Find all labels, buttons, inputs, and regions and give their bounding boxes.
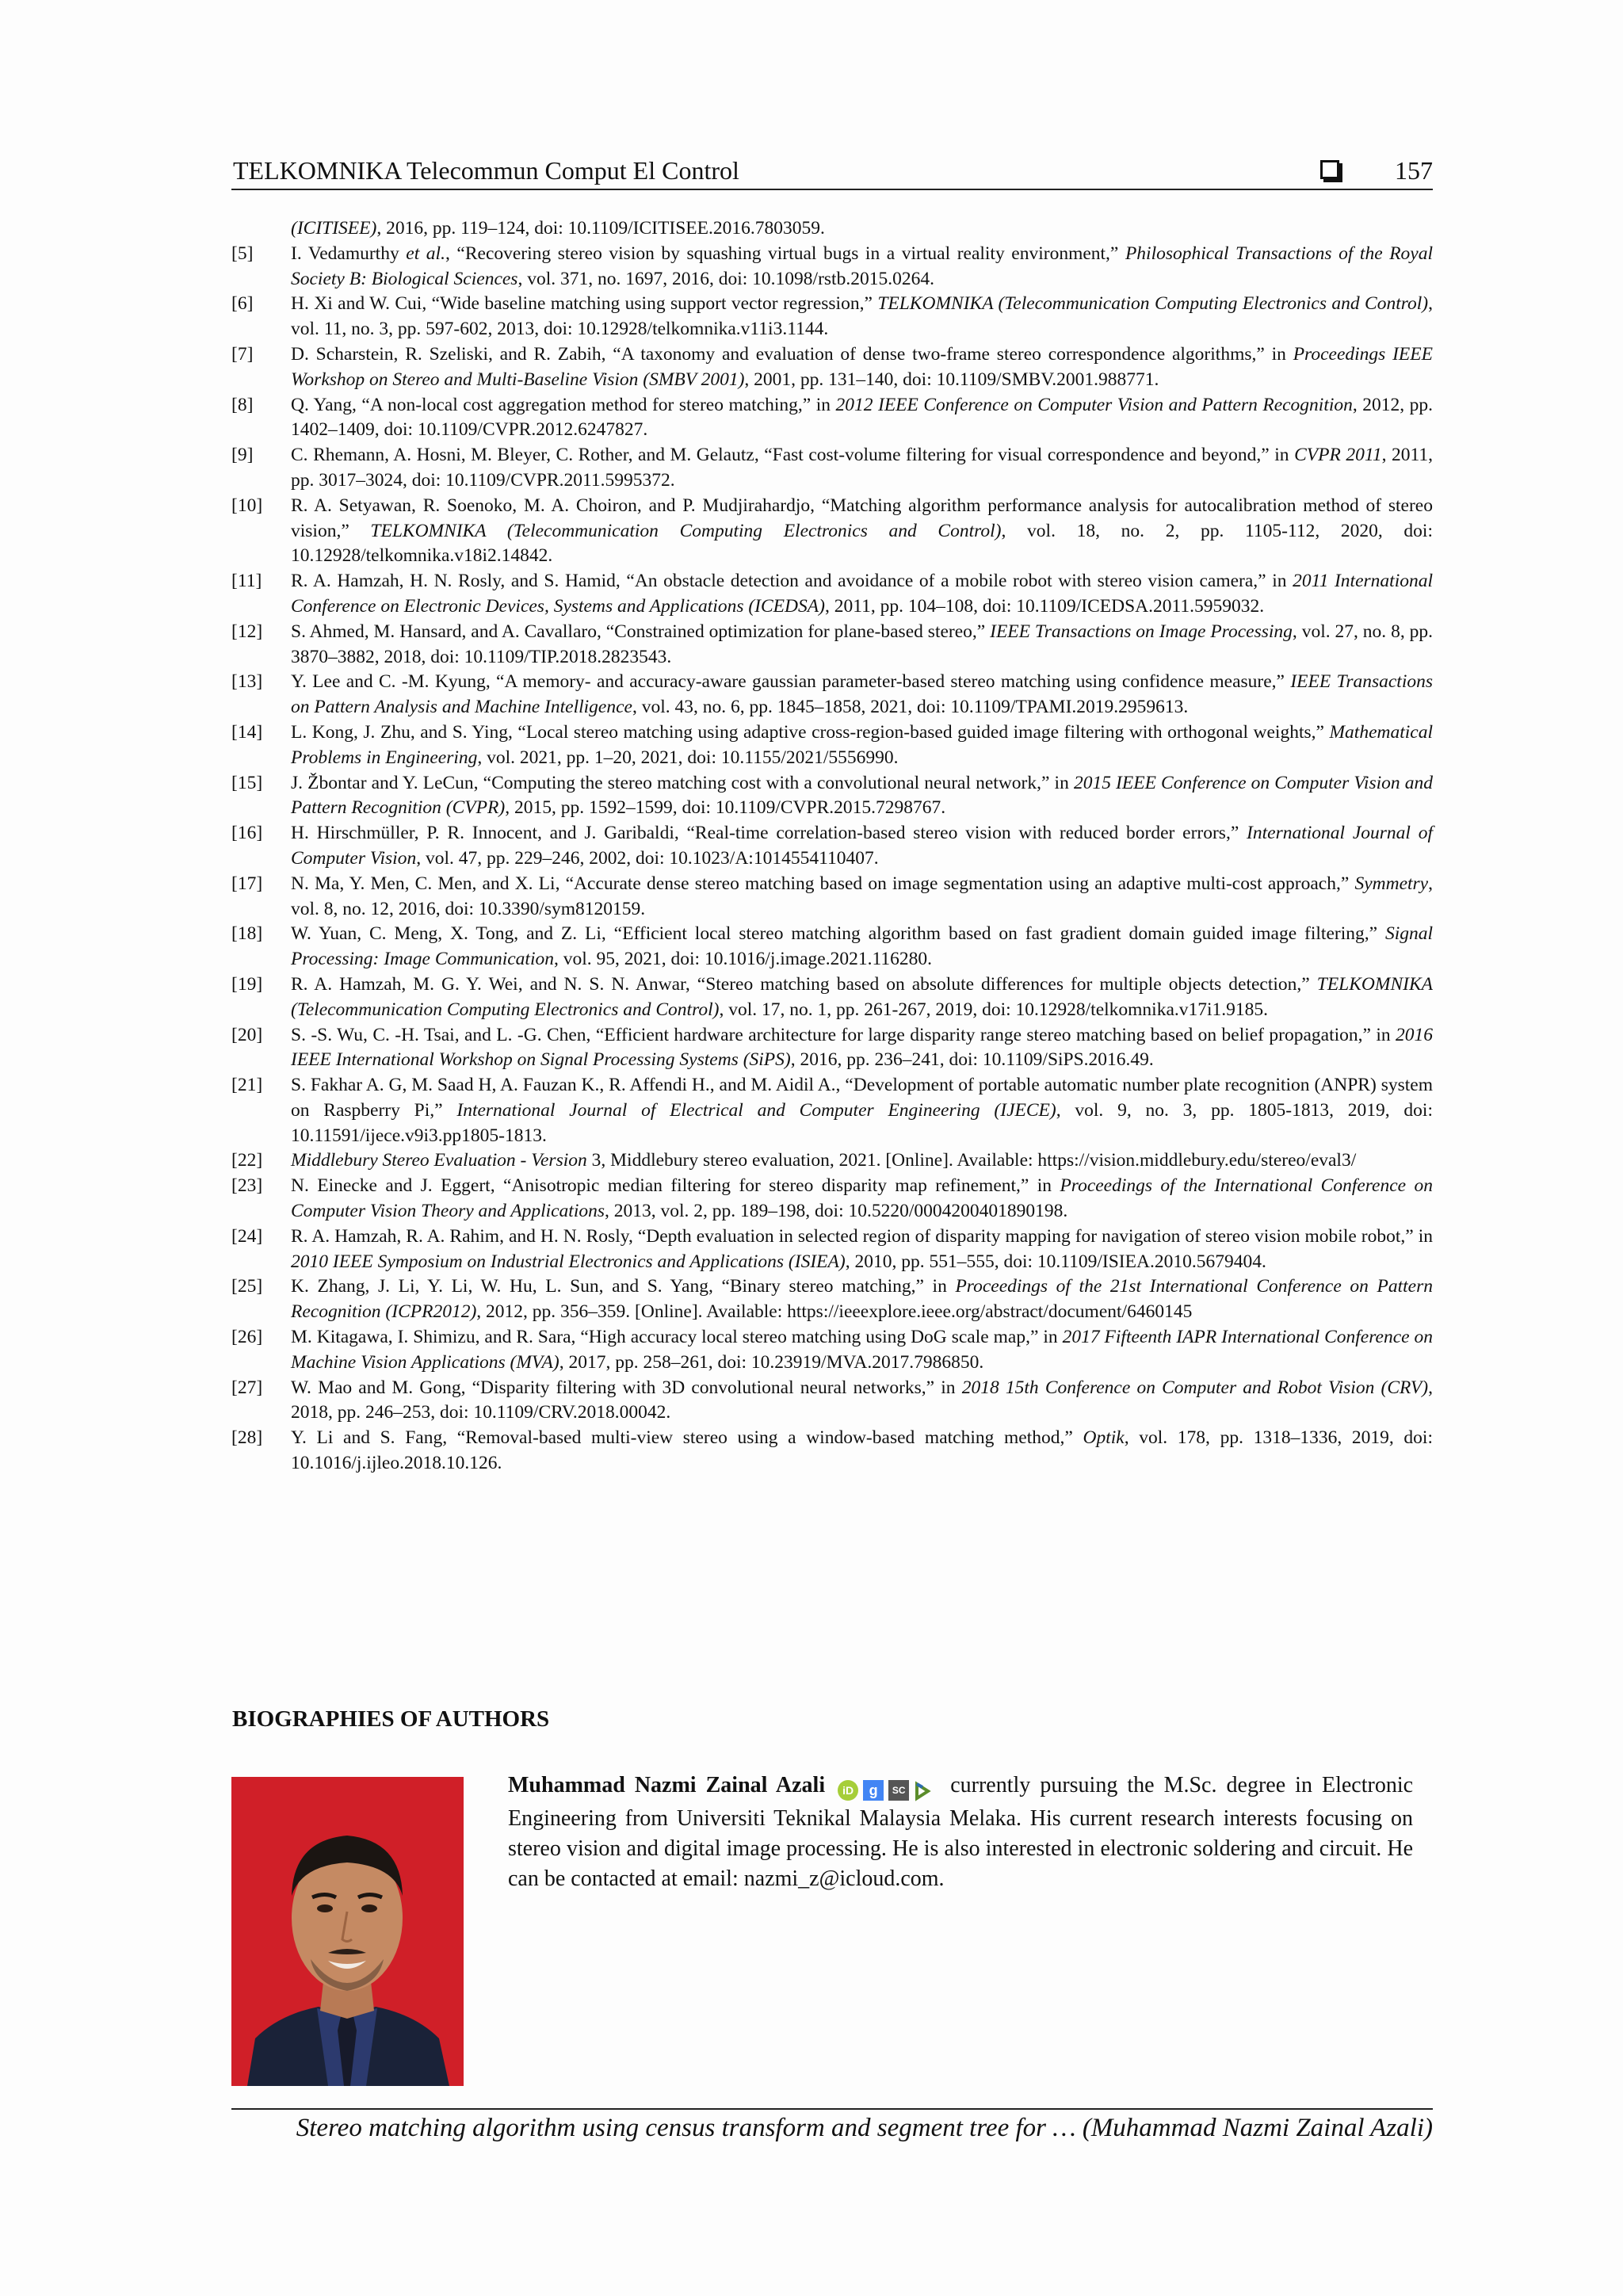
reference-item [231, 1023, 1433, 1074]
reference-text [291, 823, 1433, 869]
biographies-heading: BIOGRAPHIES OF AUTHORS [232, 1706, 550, 1732]
reference-number: [9] [231, 445, 254, 466]
reference-venue: 2017 Fifteenth IAPR International Conference on Machine Vision Applications (MVA) [291, 1327, 1433, 1373]
reference-venue: CVPR 2011 [1294, 445, 1382, 466]
reference-segment: , 2001, pp. 131–140, doi: 10.1109/SMBV.2001.988771. [744, 369, 1159, 390]
reference-item [231, 292, 1433, 342]
reference-segment: , 2016, pp. 236–241, doi: 10.1109/SiPS.2016.49. [790, 1049, 1154, 1071]
reference-venue: 2010 IEEE Symposium on Industrial Electronics and Applications (ISIEA) [291, 1251, 846, 1272]
reference-item [231, 569, 1433, 620]
reference-text [291, 1226, 1433, 1272]
reference-segment: I. Vedamurthy [291, 243, 407, 264]
reference-segment: , 2013, vol. 2, pp. 189–198, doi: 10.5220/0004200401890198. [605, 1201, 1068, 1222]
reference-segment: W. Yuan, C. Meng, X. Tong, and Z. Li, “Efficient local stereo matching algorithm based on fast gradient domain guided image filtering,” [291, 923, 1385, 945]
reference-segment: , 2012, pp. 356–359. [Online]. Available: https://ieeexplore.ieee.org/abstract/document/6460145 [476, 1301, 1193, 1323]
reference-venue: TELKOMNIKA (Telecommunication Computing Electronics and Control) [291, 973, 1433, 1020]
reference-text [291, 445, 1433, 491]
reference-text [291, 243, 1433, 289]
reference-number: [11] [231, 571, 262, 592]
reference-item [231, 1148, 1433, 1174]
reference-venue: Symmetry [1354, 873, 1429, 894]
page-header [231, 152, 1433, 190]
reference-text [291, 671, 1433, 717]
reference-segment: , vol. 2021, pp. 1–20, 2021, doi: 10.1155/2021/5556990. [477, 747, 899, 768]
running-footer: Stereo matching algorithm using census transform and segment tree for … (Muhammad Nazmi Zainal Azali) [296, 2114, 1433, 2142]
author-biography [508, 1771, 1413, 1894]
footer-rule [231, 2108, 1433, 2110]
reference-segment: , vol. 18, no. 2, pp. 1105-112, 2020, doi: 10.12928/telkomnika.v18i2.14842. [291, 520, 1433, 567]
reference-venue: et al. [406, 243, 445, 264]
reference-venue: International Journal of Electrical and Computer Engineering (IJECE) [456, 1099, 1056, 1121]
reference-number: [26] [231, 1327, 263, 1348]
reference-text [291, 923, 1433, 969]
reference-number: [19] [231, 973, 263, 995]
reference-segment: S. -S. Wu, C. -H. Tsai, and L. -G. Chen, “Efficient hardware architecture for large disparity range stereo matching based on belief propagation,” in [291, 1024, 1396, 1045]
reference-segment: K. Zhang, J. Li, Y. Li, W. Hu, L. Sun, and S. Yang, “Binary stereo matching,” in [291, 1276, 956, 1297]
reference-text [291, 1377, 1433, 1423]
reference-segment: , vol. 47, pp. 229–246, 2002, doi: 10.1023/A:1014554110407. [416, 847, 879, 869]
reference-segment: 3, Middlebury stereo evaluation, 2021. [Online]. Available: https://vision.middlebury.edu/stereo/eval3/ [586, 1150, 1357, 1171]
page-number: 157 [1395, 156, 1433, 185]
reference-segment: L. Kong, J. Zhu, and S. Ying, “Local stereo matching using adaptive cross-region-based guided image filtering with orthogonal weights,” [291, 721, 1330, 743]
reference-segment: , vol. 8, no. 12, 2016, doi: 10.3390/sym8120159. [291, 873, 1433, 919]
reference-number: [28] [231, 1427, 263, 1449]
reference-segment: , “Recovering stereo vision by squashing virtual bugs in a virtual reality environment,” [445, 243, 1125, 264]
reference-item [231, 1174, 1433, 1224]
author-name: Muhammad Nazmi Zainal Azali [508, 1773, 826, 1797]
reference-text [291, 344, 1433, 390]
author-portrait-illustration [231, 1777, 464, 2086]
reference-venue: 2016 IEEE International Workshop on Signal Processing Systems (SiPS) [291, 1024, 1433, 1071]
reference-item [231, 242, 1433, 292]
author-photo [231, 1777, 464, 2086]
reference-number: [18] [231, 923, 263, 945]
reference-segment: , 2011, pp. 3017–3024, doi: 10.1109/CVPR.2011.5995372. [291, 445, 1433, 491]
reference-segment: R. A. Hamzah, H. N. Rosly, and S. Hamid, “An obstacle detection and avoidance of a mobile robot with stereo vision camera,” in [291, 571, 1293, 592]
square-bullet-icon [1320, 160, 1339, 179]
reference-text [291, 293, 1433, 339]
reference-number: [16] [231, 823, 263, 844]
reference-segment: , 2012, pp. 1402–1409, doi: 10.1109/CVPR.2012.6247827. [291, 394, 1434, 441]
reference-number: [14] [231, 721, 263, 743]
reference-item [231, 620, 1433, 670]
reference-text [291, 218, 825, 239]
reference-text [291, 1150, 1356, 1171]
web-of-science-icon[interactable] [914, 1780, 931, 1801]
scopus-icon[interactable]: SC [888, 1780, 909, 1801]
reference-segment: , vol. 178, pp. 1318–1336, 2019, doi: 10.1016/j.ijleo.2018.10.126. [291, 1427, 1433, 1474]
reference-text [291, 722, 1433, 768]
reference-text [291, 495, 1433, 567]
reference-venue: Proceedings of the 21st International Conference on Pattern Recognition (ICPR2012) [291, 1276, 1433, 1323]
journal-title: TELKOMNIKA Telecommun Comput El Control [233, 156, 739, 185]
reference-venue: Proceedings IEEE Workshop on Stereo and Multi-Baseline Vision (SMBV 2001) [291, 343, 1433, 390]
reference-text [291, 1276, 1433, 1322]
reference-venue: 2015 IEEE Conference on Computer Vision and Pattern Recognition (CVPR) [291, 772, 1433, 819]
reference-venue: Philosophical Transactions of the Royal Society B: Biological Sciences [291, 243, 1434, 289]
reference-number: [13] [231, 671, 263, 693]
reference-number: [22] [231, 1150, 263, 1171]
reference-segment: , 2016, pp. 119–124, doi: 10.1109/ICITISEE.2016.7803059. [376, 218, 825, 239]
reference-item [231, 1325, 1433, 1376]
reference-item [231, 1376, 1433, 1427]
reference-segment: , 2010, pp. 551–555, doi: 10.1109/ISIEA.2010.5679404. [845, 1251, 1266, 1272]
reference-segment: N. Einecke and J. Eggert, “Anisotropic median filtering for stereo disparity map refinement,” in [291, 1175, 1060, 1197]
reference-text [291, 974, 1433, 1020]
reference-venue: (ICITISEE) [291, 218, 377, 239]
reference-item [231, 821, 1433, 872]
reference-segment: M. Kitagawa, I. Shimizu, and R. Sara, “High accuracy local stereo matching using DoG scale map,” in [291, 1327, 1063, 1348]
reference-number: [15] [231, 772, 263, 793]
reference-text [291, 1327, 1433, 1373]
reference-segment: D. Scharstein, R. Szeliski, and R. Zabih, “A taxonomy and evaluation of dense two-frame stereo correspondence algorithms,” in [291, 343, 1293, 365]
reference-item [231, 1426, 1433, 1477]
reference-text [291, 773, 1433, 819]
reference-segment: H. Xi and W. Cui, “Wide baseline matching using support vector regression,” [291, 293, 878, 315]
reference-item [231, 342, 1433, 393]
reference-number: [23] [231, 1175, 263, 1197]
reference-segment: Y. Li and S. Fang, “Removal-based multi-view stereo using a window-based matching method,” [291, 1427, 1083, 1449]
reference-text [291, 395, 1433, 441]
reference-text [291, 1175, 1433, 1221]
reference-segment: C. Rhemann, A. Hosni, M. Bleyer, C. Rother, and M. Gelautz, “Fast cost-volume filtering for visual correspondence and beyond,” in [291, 445, 1295, 466]
reference-item [231, 1274, 1433, 1325]
reference-venue: 2018 15th Conference on Computer and Robot Vision (CRV) [961, 1377, 1429, 1398]
reference-segment: , 2018, pp. 246–253, doi: 10.1109/CRV.2018.00042. [291, 1377, 1433, 1423]
reference-venue: IEEE Transactions on Pattern Analysis and Machine Intelligence [291, 671, 1433, 718]
reference-text [291, 1025, 1433, 1071]
reference-segment: W. Mao and M. Gong, “Disparity filtering with 3D convolutional neural networks,” in [291, 1377, 962, 1398]
reference-item [231, 1073, 1433, 1148]
reference-text [291, 621, 1433, 667]
reference-segment: H. Hirschmüller, P. R. Innocent, and J. Garibaldi, “Real-time correlation-based stereo vision with reduced border errors,” [291, 823, 1247, 844]
reference-text [291, 571, 1433, 617]
reference-segment: , vol. 11, no. 3, pp. 597-602, 2013, doi: 10.12928/telkomnika.v11i3.1144. [291, 293, 1433, 340]
reference-list [231, 216, 1433, 1477]
reference-item [231, 216, 1433, 242]
reference-text [291, 873, 1433, 919]
reference-number: [17] [231, 873, 263, 894]
reference-segment: , 2015, pp. 1592–1599, doi: 10.1109/CVPR.2015.7298767. [505, 797, 946, 819]
reference-segment: , vol. 371, no. 1697, 2016, doi: 10.1098/rstb.2015.0264. [517, 268, 934, 289]
reference-number: [25] [231, 1276, 263, 1297]
reference-segment: S. Fakhar A. G, M. Saad H, A. Fauzan K., R. Affendi H., and M. Aidil A., “Development of portable automatic number plate recognition (ANPR) system on Raspberry Pi,” [291, 1075, 1433, 1121]
reference-number: [10] [231, 495, 263, 516]
reference-venue: Optik [1083, 1427, 1125, 1449]
reference-segment: , vol. 9, no. 3, pp. 1805-1813, 2019, doi: 10.11591/ijece.v9i3.pp1805-1813. [291, 1099, 1433, 1146]
reference-segment: , 2011, pp. 104–108, doi: 10.1109/ICEDSA.2011.5959032. [824, 595, 1265, 617]
reference-item [231, 720, 1433, 771]
reference-segment: , vol. 17, no. 1, pp. 261-267, 2019, doi: 10.12928/telkomnika.v17i1.9185. [719, 999, 1269, 1020]
reference-segment: N. Ma, Y. Men, C. Men, and X. Li, “Accurate dense stereo matching based on image segmentation using an adaptive multi-cost approach,” [291, 873, 1355, 894]
reference-segment: Q. Yang, “A non-local cost aggregation method for stereo matching,” in [291, 394, 836, 415]
reference-number: [5] [231, 243, 254, 264]
reference-number: [21] [231, 1075, 263, 1096]
reference-number: [20] [231, 1024, 263, 1045]
google-scholar-icon[interactable]: g [863, 1780, 884, 1801]
biography-text: currently pursuing the M.Sc. degree in Electronic Engineering from Universiti Teknikal Malaysia Melaka. His current research interests focusing on stereo vision and digital image processing. He is also interested in electronic soldering and circuit. He can be contacted at email: nazmi_z@icloud.com. [508, 1773, 1414, 1891]
reference-number: [8] [231, 394, 254, 415]
reference-number: [6] [231, 293, 254, 315]
reference-segment: , vol. 27, no. 8, pp. 3870–3882, 2018, doi: 10.1109/TIP.2018.2823543. [291, 621, 1433, 667]
reference-venue: Signal Processing: Image Communication [291, 923, 1433, 970]
reference-segment: Y. Lee and C. -M. Kyung, “A memory- and accuracy-aware gaussian parameter-based stereo matching using confidence measure,” [291, 671, 1291, 693]
reference-item [231, 1224, 1433, 1275]
reference-venue: Proceedings of the International Conference on Computer Vision Theory and Applications [291, 1175, 1433, 1222]
author-profile-icons [838, 1774, 936, 1804]
reference-number: [27] [231, 1377, 263, 1398]
reference-number: [12] [231, 621, 263, 642]
reference-venue: 2012 IEEE Conference on Computer Vision and Pattern Recognition [835, 394, 1353, 415]
reference-segment: R. A. Hamzah, R. A. Rahim, and H. N. Rosly, “Depth evaluation in selected region of disparity mapping for navigation of stereo vision mobile robot,” in [291, 1225, 1433, 1247]
reference-venue: 2011 International Conference on Electronic Devices, Systems and Applications (ICEDSA) [291, 571, 1433, 617]
reference-segment: R. A. Hamzah, M. G. Y. Wei, and N. S. N. Anwar, “Stereo matching based on absolute differences for multiple objects detection,” [291, 973, 1317, 995]
reference-venue: Mathematical Problems in Engineering [291, 721, 1433, 768]
reference-venue: TELKOMNIKA (Telecommunication Computing Electronics and Control) [877, 293, 1429, 315]
reference-item [231, 494, 1433, 569]
reference-segment: S. Ahmed, M. Hansard, and A. Cavallaro, “Constrained optimization for plane-based stereo,” [291, 621, 991, 642]
reference-number: [7] [231, 343, 254, 365]
reference-text [291, 1075, 1433, 1146]
reference-item [231, 872, 1433, 923]
reference-item [231, 443, 1433, 494]
reference-item [231, 393, 1433, 444]
reference-venue: Middlebury Stereo Evaluation - Version [291, 1150, 587, 1171]
reference-segment: , vol. 95, 2021, doi: 10.1016/j.image.2021.116280. [554, 949, 932, 970]
reference-item [231, 972, 1433, 1023]
reference-item [231, 670, 1433, 720]
reference-venue: IEEE Transactions on Image Processing [990, 621, 1293, 642]
reference-segment: R. A. Setyawan, R. Soenoko, M. A. Choiron, and P. Mudjirahardjo, “Matching algorithm performance analysis for autocalibration method of stereo vision,” [291, 495, 1433, 541]
reference-venue: International Journal of Computer Vision [291, 823, 1433, 869]
reference-item [231, 922, 1433, 972]
reference-segment: , vol. 43, no. 6, pp. 1845–1858, 2021, doi: 10.1109/TPAMI.2019.2959613. [632, 697, 1189, 718]
reference-text [291, 1427, 1433, 1473]
reference-item [231, 771, 1433, 822]
reference-segment: , 2017, pp. 258–261, doi: 10.23919/MVA.2017.7986850. [559, 1351, 984, 1373]
reference-segment: J. Žbontar and Y. LeCun, “Computing the stereo matching cost with a convolutional neural network,” in [291, 772, 1074, 793]
orcid-icon[interactable]: iD [838, 1780, 858, 1801]
reference-venue: TELKOMNIKA (Telecommunication Computing Electronics and Control) [370, 520, 1002, 541]
reference-number: [24] [231, 1225, 263, 1247]
